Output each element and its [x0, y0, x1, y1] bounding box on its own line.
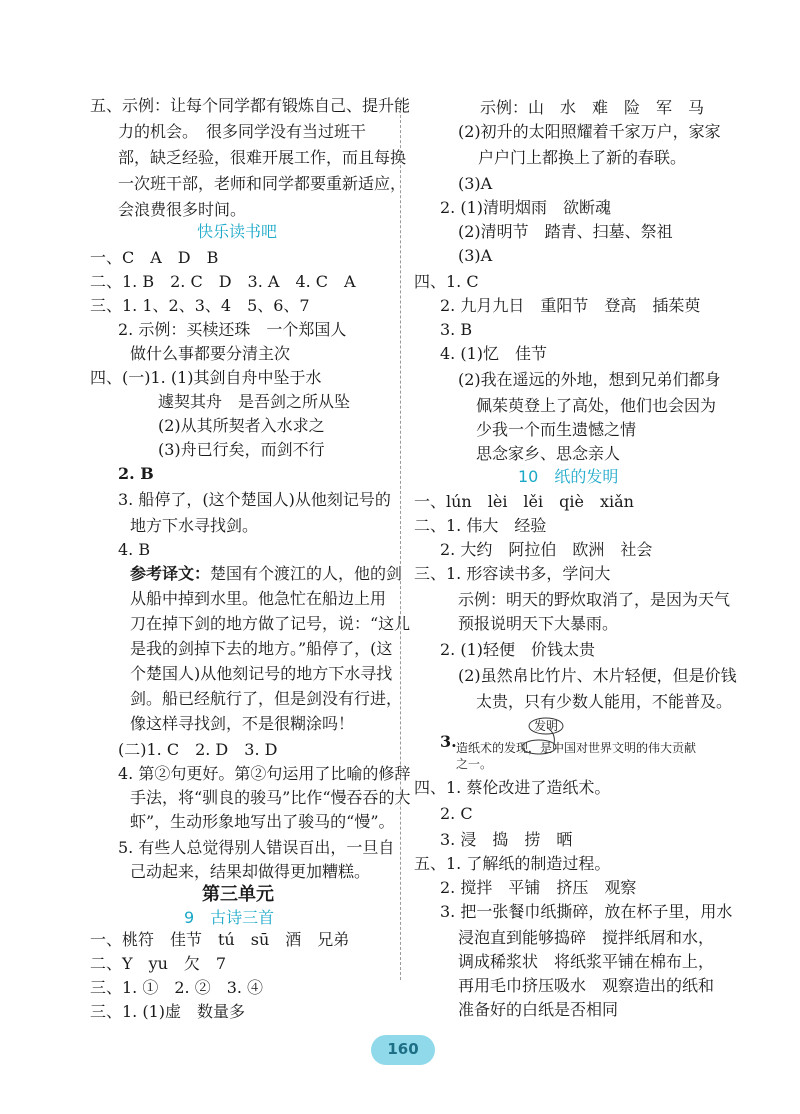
answer-line: 地方下水寻找剑。 — [130, 516, 259, 535]
translation-label: 参考译文： — [130, 564, 211, 583]
answer-line: (3)舟已行矣，而剑不行 — [158, 440, 325, 459]
answer-line: 5. 有些人总觉得别人错误百出，一旦自 — [118, 838, 395, 857]
answer-line: 太贵，只有少数人能用，不能普及。 — [476, 692, 733, 711]
answer-line: 做什么事都要分清主次 — [130, 344, 291, 363]
translation-line: 刀在掉下剑的地方做了记号，说：“这儿 — [130, 614, 411, 633]
answer-line: (2)初升的太阳照耀着千家万户，家家 — [458, 122, 721, 141]
answer-line: 虾”，生动形象地写出了骏马的“慢”。 — [130, 812, 395, 831]
answer-line: 己动起来，结果却做得更加糟糕。 — [130, 862, 371, 881]
answer-line: 3. B — [440, 320, 473, 339]
answer-line: 三、1. 1、2、3、4 5、6、7 — [90, 296, 310, 315]
answer-line: (2)虽然帛比竹片、木片轻便，但是价钱 — [458, 666, 737, 685]
correction-sentence: 造纸术的发现，是中国对世界文明的伟大贡献 — [456, 741, 697, 755]
answer-line: 预报说明天下大暴雨。 — [458, 614, 619, 633]
answer-line: 会浪费很多时间。 — [118, 200, 247, 219]
pinyin-line: 一、lún lèi lěi qiè xiǎn — [414, 492, 634, 511]
answer-line: 3. 船停了，(这个楚国人)从他刻记号的 — [118, 490, 391, 509]
answer-line: (2)清明节 踏青、扫墓、祭祖 — [458, 222, 673, 241]
translation-line: 剑。船已经航行了，但是剑没有行进， — [130, 689, 403, 708]
answer-line: 户户门上都换上了新的春联。 — [478, 148, 687, 167]
answer-line: 三、1. ① 2. ② 3. ④ — [90, 978, 264, 997]
answer-line: 二、1. 伟大 经验 — [414, 516, 547, 535]
answer-line: 三、1. (1)虚 数量多 — [90, 1002, 246, 1021]
answer-line: 4. B — [118, 540, 151, 559]
correction-sentence-end: 之一。 — [456, 757, 493, 771]
answer-line: 部，缺乏经验，很难开展工作，而且每换 — [118, 148, 407, 167]
unit-heading: 第三单元 — [202, 884, 274, 905]
answer-line: 4. (1)忆 佳节 — [440, 344, 548, 363]
answer-line: 一次班干部，老师和同学都要重新适应， — [118, 174, 407, 193]
answer-line: 2. B — [118, 464, 154, 483]
answer-line: 四、1. C — [414, 272, 479, 291]
column-divider — [400, 100, 401, 980]
answer-line: 五、1. 了解纸的制造过程。 — [414, 854, 611, 873]
answer-line: 一、C A D B — [90, 248, 219, 267]
answer-line: 二、1. B 2. C D 3. A 4. C A — [90, 272, 356, 291]
translation-text: 楚国有个渡江的人，他的剑 — [210, 564, 403, 583]
translation-line: 个楚国人)从他刻记号的地方下水寻找 — [130, 664, 393, 683]
answer-line: 浸泡直到能够捣碎 搅拌纸屑和水， — [458, 928, 715, 947]
answer-line: 调成稀浆状 将纸浆平铺在棉布上， — [458, 952, 715, 971]
answer-line: (2)从其所契者入水求之 — [158, 416, 325, 435]
answer-line: 4. 第②句更好。第②句运用了比喻的修辞 — [118, 764, 411, 783]
answer-line: (2)我在遥远的外地，想到兄弟们都身 — [458, 370, 721, 389]
answer-line: 五、示例：让每个同学都有锻炼自己、提升能 — [90, 96, 411, 115]
answer-line: 遽契其舟 是吾剑之所从坠 — [158, 392, 351, 411]
answer-line: 2. (1)轻便 价钱太贵 — [440, 640, 596, 659]
lesson-heading: 9 古诗三首 — [184, 908, 275, 927]
answer-line: 示例：山 水 难 险 军 马 — [480, 98, 705, 117]
answer-line: 再用毛巾挤压吸水 观察造出的纸和 — [458, 976, 715, 995]
translation-line: 从船中掉到水里。他急忙在船边上用 — [130, 589, 387, 608]
translation-line: 像这样寻找剑，不是很糊涂吗！ — [130, 714, 355, 733]
page-number: 160 — [387, 1040, 419, 1058]
answer-line: 2. C — [440, 804, 473, 823]
answer-line: 思念家乡、思念亲人 — [476, 444, 621, 463]
answer-line: 少我一个而生遗憾之情 — [476, 420, 637, 439]
section-heading: 快乐读书吧 — [197, 222, 278, 241]
answer-line: 示例：明天的野炊取消了，是因为天气 — [458, 590, 731, 609]
answer-line: 3. 浸 捣 捞 晒 — [440, 830, 573, 849]
answer-line: 3. — [440, 732, 457, 751]
correction-word: 发明 — [534, 719, 559, 733]
answer-line: 2. (1)清明烟雨 欲断魂 — [440, 198, 612, 217]
translation-line — [130, 564, 402, 584]
answer-line: 手法，将“驯良的骏马”比作“慢吞吞的大 — [130, 788, 411, 807]
answer-line: (二)1. C 2. D 3. D — [118, 740, 278, 759]
answer-line: 佩茱萸登上了高处，他们也会因为 — [476, 396, 717, 415]
translation-line: 是我的剑掉下去的地方。”船停了，(这 — [130, 639, 393, 658]
answer-line: (3)A — [458, 174, 493, 193]
lesson-heading: 10 纸的发明 — [518, 467, 619, 486]
answer-line: 四、(一)1. (1)其剑自舟中坠于水 — [90, 368, 322, 387]
answer-line: 二、Y yu 欠 7 — [90, 954, 227, 973]
answer-line: 四、1. 蔡伦改进了造纸术。 — [414, 778, 611, 797]
answer-line: 2. 九月九日 重阳节 登高 插茱萸 — [440, 296, 701, 315]
answer-line: 一、桃符 佳节 tú sū 酒 兄弟 — [90, 930, 350, 949]
answer-line: 3. 把一张餐巾纸撕碎，放在杯子里，用水 — [440, 902, 733, 921]
answer-line: 三、1. 形容读书多，学问大 — [414, 564, 611, 583]
answer-line: (3)A — [458, 246, 493, 265]
answer-line: 2. 大约 阿拉伯 欧洲 社会 — [440, 540, 653, 559]
answer-line: 力的机会。 很多同学没有当过班干 — [118, 122, 367, 141]
answer-line: 2. 搅拌 平铺 挤压 观察 — [440, 878, 637, 897]
answer-line: 准备好的白纸是否相同 — [458, 1000, 619, 1019]
answer-line: 2. 示例：买椟还珠 一个郑国人 — [118, 320, 347, 339]
